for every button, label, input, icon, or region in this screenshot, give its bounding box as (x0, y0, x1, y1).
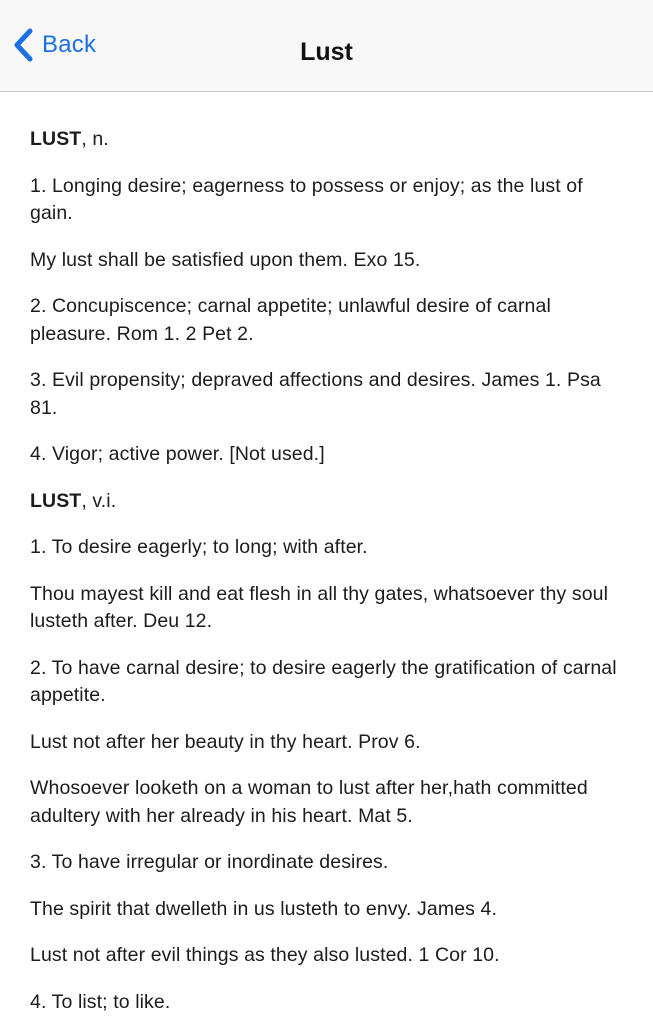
entry-paragraph: Lust not after evil things as they also lusted. 1 Cor 10. (30, 944, 500, 966)
page-title: Lust (300, 38, 353, 66)
entry-paragraph: My lust shall be satisfied upon them. Exo 15. (30, 248, 421, 271)
back-button[interactable] (12, 28, 96, 62)
entry-paragraph: 1. Longing desire; eagerness to possess or enjoy; as the lust of gain. (30, 174, 583, 224)
definition-content[interactable] (0, 92, 653, 1023)
entry-headword-line: LUST, n. (30, 128, 109, 150)
back-chevron-icon (12, 28, 34, 62)
entry-paragraph: 4. To list; to like. (30, 990, 171, 1013)
entry-paragraph-list (30, 126, 623, 1016)
entry-paragraph: Whosoever looketh on a woman to lust after her,hath committed adultery with her already in his heart. Mat 5. (30, 777, 588, 827)
entry-paragraph: 1. To desire eagerly; to long; with after. (30, 536, 368, 558)
entry-paragraph: 2. To have carnal desire; to desire eagerly the gratification of carnal appetite. (30, 656, 617, 706)
entry-paragraph: 4. Vigor; active power. [Not used.] (30, 443, 325, 465)
entry-paragraph: The spirit that dwelleth in us lusteth to envy. James 4. (30, 897, 497, 920)
navigation-bar (0, 0, 653, 92)
entry-paragraph: Thou mayest kill and eat flesh in all thy gates, whatsoever thy soul lusteth after. Deu 12. (30, 582, 609, 632)
back-button-label: Back (42, 31, 97, 58)
entry-paragraph: Lust not after her beauty in thy heart. Prov 6. (30, 730, 421, 753)
headword: LUST (30, 489, 82, 512)
headword: LUST (30, 128, 82, 150)
entry-headword-line: LUST, v.i. (30, 489, 117, 512)
entry-paragraph: 3. Evil propensity; depraved affections and desires. James 1. Psa 81. (30, 369, 601, 419)
entry-paragraph: 2. Concupiscence; carnal appetite; unlawful desire of carnal pleasure. Rom 1. 2 Pet 2. (30, 295, 551, 345)
entry-paragraph: 3. To have irregular or inordinate desires. (30, 851, 389, 873)
